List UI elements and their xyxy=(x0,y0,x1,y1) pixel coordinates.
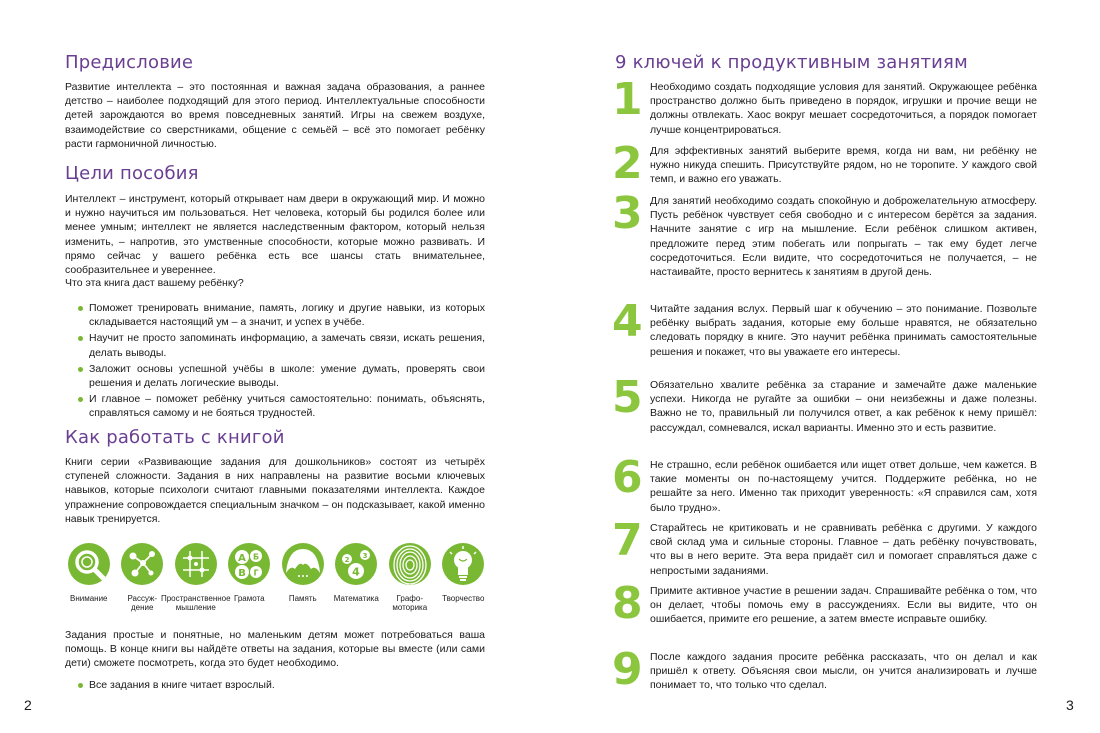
skill-spatial xyxy=(160,543,231,615)
key-number: 4 xyxy=(612,296,643,347)
magnifier-icon xyxy=(68,543,110,585)
key-text: Читайте задания вслух. Первый шаг к обучению – это понимание. Позвольте ребёнку выбрать задания, которые ему больше нравятся, не обязательно следовать порядку в книге. Это научит ребёнка принимать самостоятельные решения и покажет, что вы уважаете его интересы. xyxy=(650,303,1037,358)
skill-math xyxy=(330,543,384,615)
key-item xyxy=(612,578,1037,629)
key-number: 2 xyxy=(612,138,643,189)
skill-icons-row xyxy=(62,543,492,615)
svg-text:В: В xyxy=(238,568,247,579)
key-number: 1 xyxy=(612,74,643,125)
goals-title: Цели пособия xyxy=(65,163,199,184)
list-item: Заложит основы успешной учёбы в школе: умение думать, проверять свои решения и делать логические выводы. xyxy=(65,362,485,390)
skill-memory xyxy=(276,543,330,615)
skill-graphomotor xyxy=(383,543,437,615)
skill-attention xyxy=(62,543,116,615)
list-item: И главное – поможет ребёнку учиться самостоятельно: понимать, объяснять, справляться самому и не бояться трудностей. xyxy=(65,392,485,420)
svg-text:Г: Г xyxy=(253,568,259,578)
key-text: Для эффективных занятий выберите время, когда ни вам, ни ребёнку не нужно никуда спешить. Присутствуйте рядом, но не торопите. У каждого свой темп, и важно его уважать. xyxy=(650,145,1037,186)
page-number-right: 3 xyxy=(1066,697,1074,713)
key-text: Примите активное участие в решении задач. Спрашивайте ребёнка о том, что он делает, чтобы помочь ему в рассуждениях. Если вы видите, что он ошибается, примите его решение, а затем вместе исправьте ошибку. xyxy=(650,585,1037,626)
goals-question: Что эта книга даст вашему ребёнку? xyxy=(65,277,244,289)
key-text: Для занятий необходимо создать спокойную и доброжелательную атмосферу. Пусть ребёнок чувствует себя свободно и с интересом берётся за задания. Начните занятие с игр на мышление. Если ребёнок слишком активен, предложите перед этим побегать или попрыгать – так ему будет легче сосредоточиться. Если видите, что сосредоточиться не получается, – не настаивайте, просто вернитесь к занятиям в другой день. xyxy=(650,195,1037,279)
skill-label: Творчество xyxy=(442,594,485,603)
keys-title: 9 ключей к продуктивным занятиям xyxy=(615,52,968,73)
network-icon xyxy=(121,543,163,585)
skill-label: Пространственное мышление xyxy=(160,594,231,612)
svg-text:4: 4 xyxy=(352,565,361,579)
key-item xyxy=(612,188,1037,279)
lightbulb-icon xyxy=(442,543,484,585)
list-item: Поможет тренировать внимание, память, логику и другие навыки, из которых складывается настоящий ум – а значит, и успех в учёбе. xyxy=(65,301,485,329)
key-number: 9 xyxy=(612,644,643,695)
goals-bullet-list xyxy=(65,301,485,423)
key-number: 7 xyxy=(612,515,643,566)
key-item xyxy=(612,515,1037,578)
goals-text: Интеллект – инструмент, который открывает нам двери в окружающий мир. И можно и нужно научиться им пользоваться. Нет человека, который бы родился более или менее умным; интеллект не является наследственным фактором, который нельзя изменить, – напротив, это умственные способности, которые можно развивать. И прямо сейчас у вашего ребёнка есть все шансы стать внимательнее, сообразительнее и увереннее. xyxy=(65,193,485,277)
key-text: Обязательно хвалите ребёнка за старание и замечайте даже маленькие успехи. Никогда не ругайте за ошибки – они неизбежны и даже полезны. Важно не то, правильный ли получился ответ, а как ребёнок к нему пришёл: рассуждал, сомневался, искал варианты. Именно это и есть развитие. xyxy=(650,379,1037,434)
key-number: 6 xyxy=(612,452,643,503)
key-item xyxy=(612,452,1037,515)
key-number: 3 xyxy=(612,188,643,239)
numbers-icon xyxy=(335,543,377,585)
key-number: 8 xyxy=(612,578,643,629)
key-item xyxy=(612,138,1037,189)
key-item xyxy=(612,296,1037,359)
skill-label: Грамота xyxy=(233,594,265,603)
key-item xyxy=(612,372,1037,435)
tasks-text: Задания простые и понятные, но маленьким детям может потребоваться ваша помощь. В конце книги вы найдёте ответы на задания, которые вы вместе (или сами дети) сможете посмотреть, когда это будет необходимо. xyxy=(65,629,485,670)
key-text: Не страшно, если ребёнок ошибается или ищет ответ дольше, чем кажется. В такие моменты он по-настоящему учится. Поддержите ребёнка, но не решайте за него. Именно так приходит уверенность: «Я справился сам, хотя было трудно». xyxy=(650,459,1037,514)
tasks-bullet-list xyxy=(65,678,485,694)
grid-icon xyxy=(175,543,217,585)
skill-label: Рассуж- дение xyxy=(127,594,158,612)
key-text: Необходимо создать подходящие условия для занятий. Окружающее ребёнка пространство должно быть приведено в порядок, игрушки и прочие вещи не должны отвлекать. Хаос вокруг мешает сосредоточиться, а порядок помогает лучше концентрироваться. xyxy=(650,81,1037,136)
list-item: Все задания в книге читает взрослый. xyxy=(65,678,485,692)
preface-title: Предисловие xyxy=(65,52,194,73)
svg-text:А: А xyxy=(238,553,247,564)
skill-label: Графо- моторика xyxy=(392,594,428,612)
fingerprint-icon xyxy=(389,543,431,585)
skill-creativity xyxy=(437,543,491,615)
key-text: После каждого задания просите ребёнка рассказать, что он делал и как пришёл к ответу. Объясняя свои мысли, он учится анализировать и лучше понимает то, что только что сделал. xyxy=(650,651,1037,692)
right-page xyxy=(550,0,1100,733)
svg-text:Б: Б xyxy=(253,552,260,562)
key-text: Старайтесь не критиковать и не сравнивать ребёнка с другими. У каждого свой склад ума и сильные стороны. Главное – дать ребёнку почувствовать, что вы в него верите. Эта вера придаёт сил и помогает справляться даже с непростыми заданиями. xyxy=(650,522,1037,577)
list-item: Научит не просто запоминать информацию, а замечать связи, искать решения, делать выводы. xyxy=(65,331,485,359)
skill-label: Математика xyxy=(333,594,379,603)
svg-text:3: 3 xyxy=(362,552,368,560)
key-item xyxy=(612,644,1037,695)
howto-text: Книги серии «Развивающие задания для дошкольников» состоят из четырёх ступеней сложности. Задания в них направлены на развитие восьми ключевых навыков, которые психологи считают главными показателями интеллекта. Каждое упражнение сопровождается специальным значком – он подсказывает, какой именно навык тренируется. xyxy=(65,456,485,525)
page-number-left: 2 xyxy=(24,697,32,713)
skill-literacy xyxy=(223,543,277,615)
skill-label: Память xyxy=(288,594,317,603)
svg-text:2: 2 xyxy=(344,556,350,564)
key-item xyxy=(612,74,1037,137)
preface-text: Развитие интеллекта – это постоянная и важная задача образования, а раннее детство – наиболее подходящий для этого период. Интеллектуальные способности детей зарождаются во время повседневных занятий. Игры на свежем воздухе, взаимодействие со сверстниками, общение с семьёй – всё это помогает ребёнку расти гармоничной личностью. xyxy=(65,81,485,150)
skill-label: Внимание xyxy=(69,594,108,603)
letters-icon xyxy=(228,543,270,585)
howto-title: Как работать с книгой xyxy=(65,427,285,448)
face-icon xyxy=(282,543,324,585)
key-number: 5 xyxy=(612,372,643,423)
